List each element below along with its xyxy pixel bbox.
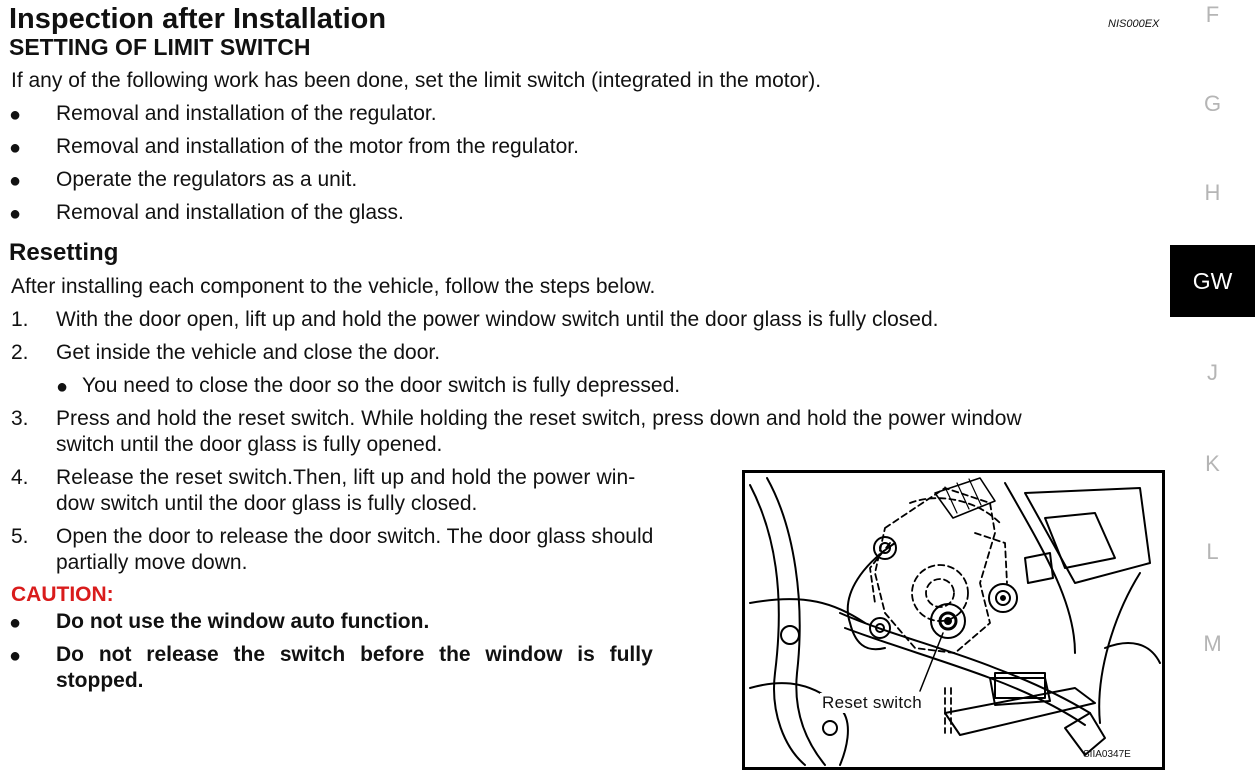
side-tab-gw-active[interactable]: GW [1170, 245, 1255, 317]
side-tab-h[interactable]: H [1204, 180, 1221, 205]
step-number: 3. [11, 407, 29, 430]
page-title: Inspection after Installation [9, 3, 387, 35]
step-number: 2. [11, 341, 29, 364]
bullet-icon: ● [9, 645, 22, 667]
side-tab-f[interactable]: F [1205, 2, 1220, 27]
step-number: 5. [11, 525, 29, 548]
step-text: Open the door to release the door switch. The door glass should [56, 525, 654, 548]
step-number: 1. [11, 308, 29, 331]
intro-text: If any of the following work has been done, set the limit switch (integrated in the motor). [11, 69, 822, 92]
figure-code: SIIA0347E [1083, 749, 1131, 760]
side-tab-g[interactable]: G [1203, 91, 1222, 116]
side-tab-j[interactable]: J [1207, 360, 1218, 385]
resetting-intro: After installing each component to the vehicle, follow the steps below. [11, 275, 656, 298]
step-text: partially move down. [56, 551, 248, 574]
caution-item: stopped. [56, 669, 144, 692]
motor-drawing [745, 473, 1162, 767]
caution-item: Do not release the switch before the window is fully [56, 643, 653, 666]
side-tab-m[interactable]: M [1203, 631, 1222, 656]
step-text: switch until the door glass is fully opened. [56, 433, 443, 456]
motor-illustration [742, 470, 1165, 770]
caution-label: CAUTION: [11, 583, 114, 606]
reset-switch-label: Reset switch [822, 693, 922, 712]
work-item: Removal and installation of the motor from the regulator. [56, 135, 579, 158]
step-text: Release the reset switch.Then, lift up and hold the power win- [56, 466, 636, 489]
resetting-heading: Resetting [9, 239, 119, 266]
step-text: Get inside the vehicle and close the door. [56, 341, 441, 364]
section-title: SETTING OF LIMIT SWITCH [9, 34, 311, 60]
side-tab-l[interactable]: L [1206, 539, 1219, 564]
bullet-icon: ● [9, 612, 22, 634]
bullet-icon: ● [9, 203, 22, 225]
step-number: 4. [11, 466, 29, 489]
bullet-icon: ● [9, 104, 22, 126]
work-item: Removal and installation of the regulator. [56, 102, 437, 125]
work-item: Operate the regulators as a unit. [56, 168, 358, 191]
step-text: With the door open, lift up and hold the power window switch until the door glass is fully closed. [56, 308, 939, 331]
work-item: Removal and installation of the glass. [56, 201, 404, 224]
bullet-icon: ● [9, 137, 22, 159]
document-code: NIS000EX [1108, 18, 1160, 30]
step-text: dow switch until the door glass is fully closed. [56, 492, 478, 515]
side-tab-k[interactable]: K [1205, 451, 1220, 476]
step-text: Press and hold the reset switch. While holding the reset switch, press down and hold the power window [56, 407, 1022, 430]
caution-item: Do not use the window auto function. [56, 610, 430, 633]
step-subnote: You need to close the door so the door switch is fully depressed. [82, 374, 681, 397]
bullet-icon: ● [9, 170, 22, 192]
bullet-icon: ● [56, 376, 69, 398]
